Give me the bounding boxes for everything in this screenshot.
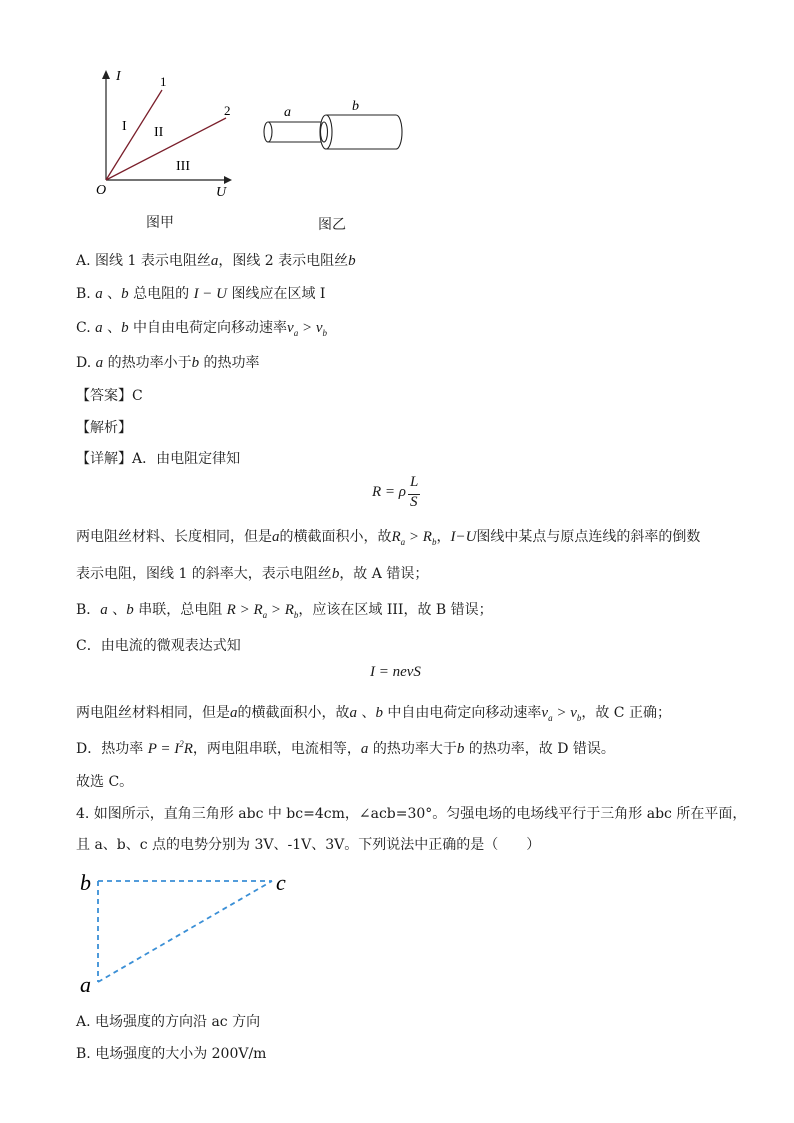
- para2-a: 表示电阻，图线 1 的斜率大，表示电阻丝: [76, 566, 332, 582]
- formula-current: I = nevS: [370, 664, 421, 680]
- figure-iu-graph: [90, 66, 240, 206]
- region-2-label: II: [154, 125, 164, 140]
- axis-i-label: I: [116, 69, 121, 84]
- math-a: a: [100, 602, 108, 618]
- part-d-b: ，两电阻串联，电流相等，: [192, 741, 361, 757]
- question4-line1: 4. 如图所示，直角三角形 abc 中 bc=4cm，∠acb=30°。匀强电场的电场线平行于三角形 abc 所在平面，: [76, 806, 747, 822]
- math-a: a: [210, 253, 219, 269]
- part-d-d: 的热功率，故 D 错误。: [468, 741, 615, 757]
- u-axis-arrow: [224, 176, 232, 184]
- para1-a: 两电阻丝材料、长度相同，但是: [76, 529, 272, 545]
- part-d-c: 的热功率大于: [372, 741, 457, 757]
- para3-b: 的横截面积小，故: [237, 705, 350, 721]
- answer-label: 【答案】: [76, 388, 132, 404]
- math-b: b: [456, 741, 465, 757]
- figure-yi-caption: 图乙: [318, 217, 346, 233]
- detail-line: [76, 448, 240, 468]
- wire-a-join: [321, 122, 328, 142]
- axis-u-label: U: [216, 185, 227, 200]
- option-c-text2: 中自由电荷定向移动速率: [133, 320, 288, 336]
- analysis-conclusion: 故选 C。: [76, 774, 134, 790]
- math-b: b: [126, 602, 134, 618]
- answer-value: C: [132, 388, 143, 404]
- option-c-sep: 、: [107, 320, 122, 336]
- part-a-intro: A．由电阻定律知: [132, 451, 241, 467]
- line2-label: 2: [224, 103, 231, 118]
- analysis-part-d: [76, 738, 615, 758]
- option-b-text2: 总电阻的: [133, 286, 190, 302]
- para3-a: 两电阻丝材料相同，但是: [76, 705, 230, 721]
- line1-label: 1: [160, 74, 167, 89]
- math-b: b: [375, 705, 383, 721]
- question4-line2: 且 a、b、c 点的电势分别为 3V、-1V、3V。下列说法中正确的是（ ）: [76, 837, 541, 853]
- math-a: a: [349, 705, 357, 721]
- i-axis-arrow: [102, 70, 110, 79]
- part-b-b: 、: [112, 602, 127, 618]
- wire-a-label: a: [284, 105, 291, 120]
- analysis-para1: [76, 526, 700, 547]
- math-va-vb: $v_a > v_b$: [541, 705, 582, 723]
- part-d-a: D．热功率: [76, 741, 144, 757]
- option-b-text3: 图线应在区域 I: [231, 286, 326, 302]
- option-c-q3: [76, 317, 327, 338]
- part-b-d: ，应该在区域 III，故 B 错误；: [298, 602, 493, 618]
- side-ac: [98, 881, 272, 982]
- math-i-u: I−U: [450, 529, 477, 545]
- math-i-u: I − U: [193, 286, 228, 302]
- math-b: b: [331, 566, 340, 582]
- question4-option-b: B. 电场强度的大小为 200V/m: [76, 1046, 267, 1062]
- option-b-q3: [76, 283, 325, 303]
- wire-a-end: [264, 122, 272, 142]
- vertex-b-label: b: [80, 870, 91, 895]
- para3-d: 中自由电荷定向移动速率: [387, 705, 542, 721]
- analysis-part-b: [76, 599, 493, 620]
- math-a: a: [95, 320, 103, 336]
- math-a: a: [95, 355, 104, 371]
- part-b-a: B．: [76, 602, 101, 618]
- option-b-prefix: B.: [76, 286, 91, 302]
- math-ra-rb: $R_a > R_b$: [391, 529, 437, 547]
- para1-c: ，: [436, 529, 451, 545]
- math-a: a: [360, 741, 369, 757]
- math-a: a: [272, 529, 280, 545]
- region-3-label: III: [176, 159, 190, 174]
- para3-c: 、: [361, 705, 376, 721]
- option-d-prefix: D.: [76, 355, 92, 371]
- origin-label: O: [96, 183, 107, 198]
- analysis-para3: [76, 702, 671, 723]
- math-a: a: [230, 705, 238, 721]
- math-b: b: [121, 320, 129, 336]
- option-a-q3: [76, 250, 356, 270]
- option-b-sep: 、: [107, 286, 122, 302]
- analysis-para2: [76, 563, 428, 583]
- option-a-mid: ，图线 2 表示电阻丝: [218, 253, 349, 269]
- vertex-c-label: c: [276, 870, 286, 895]
- detail-label: 【详解】: [76, 451, 132, 467]
- triangle-abc: [76, 868, 306, 996]
- figure-wires: [256, 96, 406, 160]
- option-d-text2: 的热功率: [203, 355, 260, 371]
- part-b-c: 串联，总电阻: [138, 602, 223, 618]
- wire-b-label: b: [352, 99, 359, 114]
- option-a-text: A. 图线 1 表示电阻丝: [76, 253, 211, 269]
- math-r-chain: $R > R_a > R_b$: [226, 602, 299, 620]
- para1-b: 的横截面积小，故: [279, 529, 392, 545]
- analysis-part-c-intro: C．由电流的微观表达式知: [76, 638, 241, 654]
- para3-e: ，故 C 正确；: [581, 705, 671, 721]
- figure-jia-caption: 图甲: [146, 215, 174, 231]
- math-va-vb: $v_a > v_b$: [287, 320, 327, 338]
- answer-line: [76, 385, 143, 405]
- region-1-label: I: [122, 119, 127, 134]
- option-c-prefix: C.: [76, 320, 91, 336]
- math-a: a: [95, 286, 103, 302]
- math-b: b: [121, 286, 129, 302]
- question4-option-a: A. 电场强度的方向沿 ac 方向: [76, 1014, 261, 1030]
- para2-b: ，故 A 错误；: [339, 566, 429, 582]
- option-d-q3: [76, 352, 260, 372]
- math-power: $P = I^2R$: [147, 739, 193, 757]
- vertex-a-label: a: [80, 972, 91, 996]
- wire-b-back-end: [396, 115, 402, 149]
- math-b: b: [191, 355, 200, 371]
- para1-d: 图线中某点与原点连线的斜率的倒数: [476, 529, 701, 545]
- analysis-label: 【解析】: [76, 420, 132, 436]
- option-d-text1: 的热功率小于: [107, 355, 192, 371]
- math-b: b: [348, 253, 356, 269]
- wire-b-body: [326, 115, 396, 149]
